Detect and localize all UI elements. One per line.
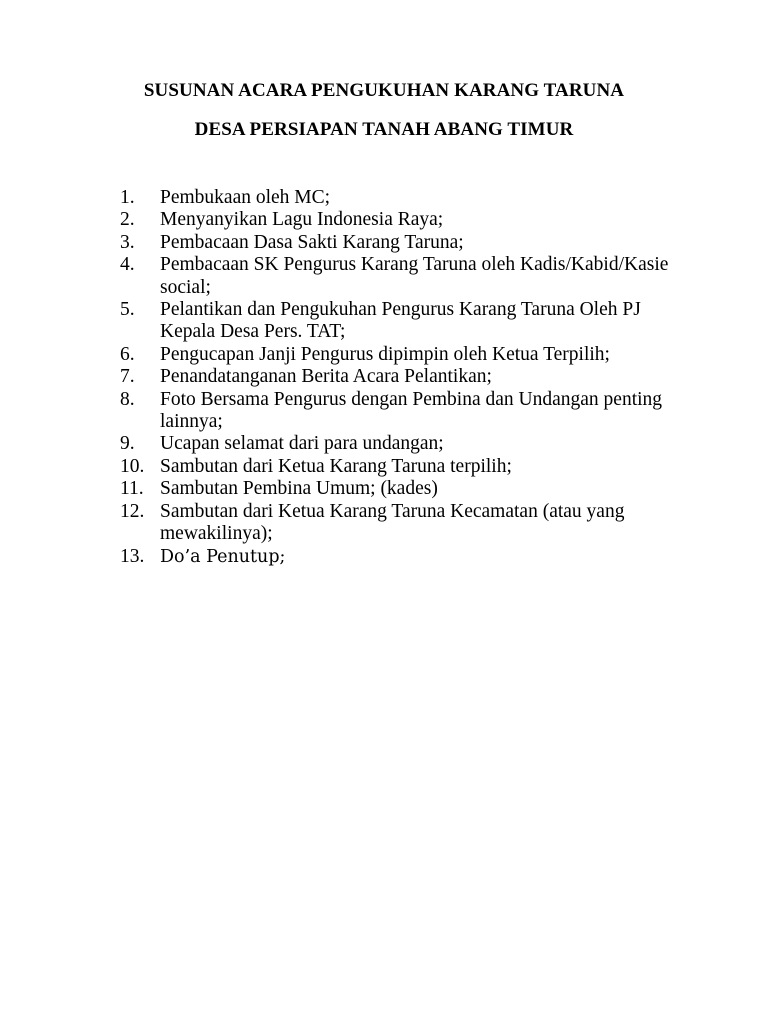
agenda-item-number: 1. [120,187,135,208]
agenda-item-text: Menyanyikan Lagu Indonesia Raya; [160,209,444,231]
agenda-item [120,232,700,254]
agenda-item [120,299,700,344]
agenda-item-text: Sambutan Pembina Umum; (kades) [160,478,438,500]
agenda-item [120,433,700,455]
agenda-item-number: 8. [120,388,135,410]
agenda-item-text: Sambutan dari Ketua Karang Taruna Kecamatan (atau yang mewakilinya); [160,500,625,545]
agenda-item [120,254,700,299]
agenda-item [120,501,700,546]
agenda-item-number: 11. [120,478,144,500]
agenda-item-text: Pelantikan dan Pengukuhan Pengurus Karang Taruna Oleh PJ Kepala Desa Pers. TAT; [160,299,641,343]
agenda-list [120,187,700,568]
agenda-item-text: Sambutan dari Ketua Karang Taruna terpilih; [160,455,512,477]
agenda-item [120,456,700,478]
agenda-item-text: Pengucapan Janji Pengurus dipimpin oleh Ketua Terpilih; [160,343,610,365]
agenda-item-number: 2. [120,209,135,231]
agenda-item-number: 5. [120,299,135,321]
agenda-item-text: Pembacaan Dasa Sakti Karang Taruna; [160,231,464,253]
agenda-item [120,209,700,231]
agenda-item [120,478,700,500]
agenda-item-text: Penandatanganan Berita Acara Pelantikan; [160,366,492,388]
agenda-item-number: 13. [120,545,145,567]
agenda-item [120,187,700,209]
document-subtitle: DESA PERSIAPAN TANAH ABANG TIMUR [194,119,574,140]
document-title: SUSUNAN ACARA PENGUKUHAN KARANG TARUNA [143,80,625,101]
agenda-item-number: 3. [120,231,135,253]
agenda-item-number: 6. [120,343,135,365]
agenda-item-text: Do’a Penutup; [160,546,286,567]
agenda-item [120,366,700,388]
agenda-item-number: 12. [120,500,145,522]
agenda-item-text: Pembacaan SK Pengurus Karang Taruna oleh Kadis/Kabid/Kasie social; [160,254,669,298]
agenda-item [120,546,700,568]
agenda-item-number: 4. [120,254,135,276]
agenda-item-text: Ucapan selamat dari para undangan; [160,433,444,455]
agenda-item [120,389,700,434]
agenda-item [120,344,700,366]
agenda-item-text: Foto Bersama Pengurus dengan Pembina dan Undangan penting lainnya; [160,388,663,433]
agenda-item-number: 9. [120,433,135,455]
agenda-item-number: 7. [120,366,135,388]
agenda-item-number: 10. [120,455,145,477]
agenda-item-text: Pembukaan oleh MC; [160,187,331,208]
